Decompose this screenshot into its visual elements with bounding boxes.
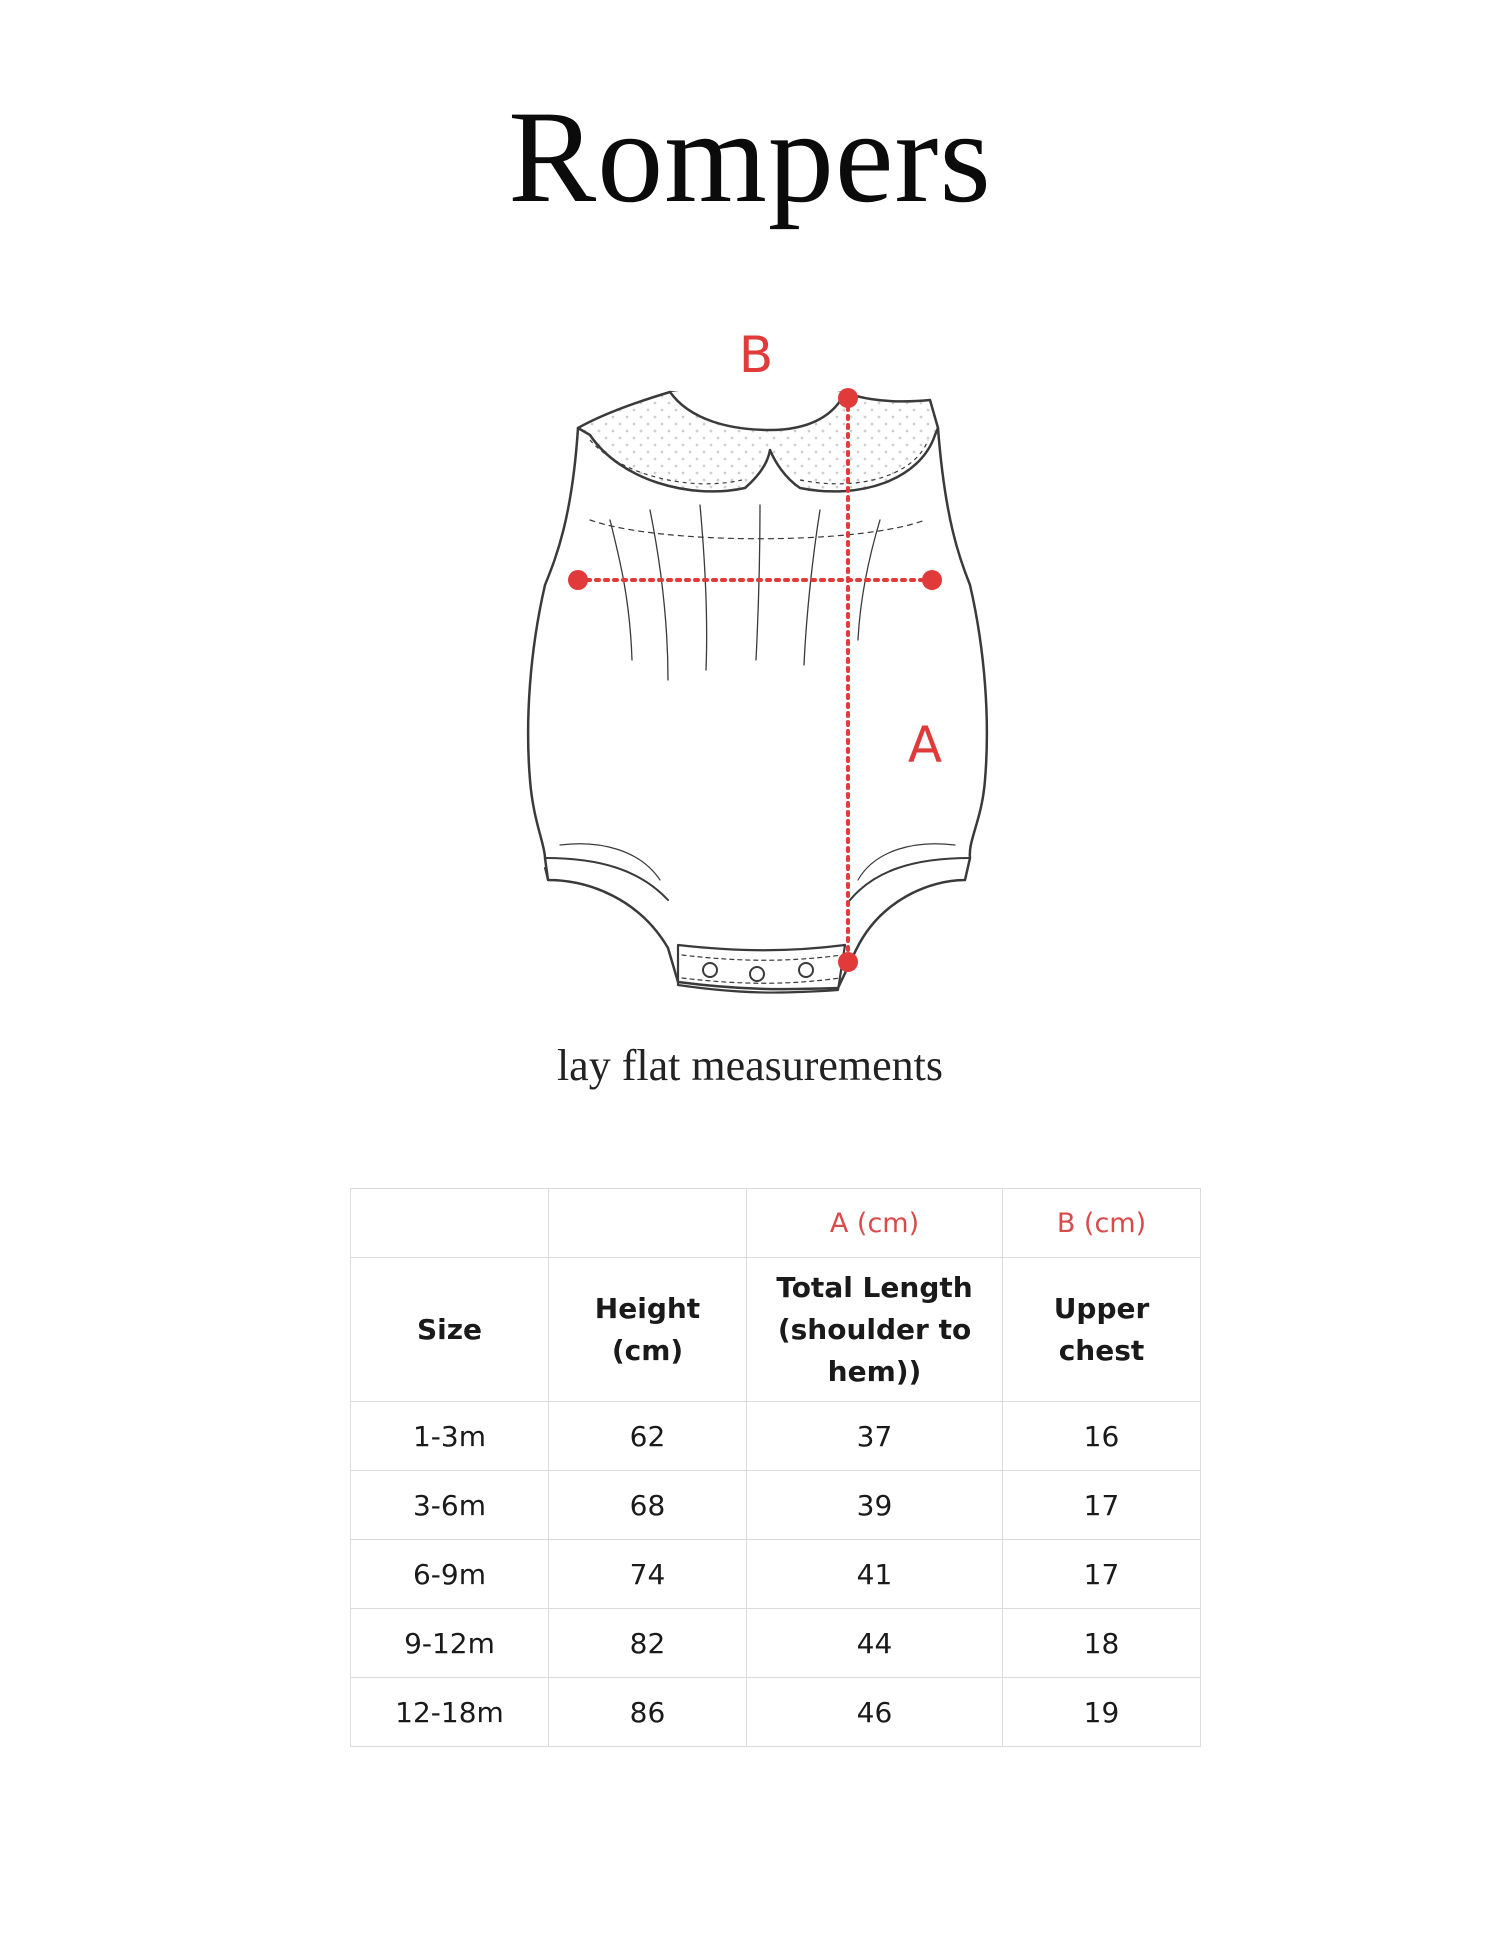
- cell-size: 12-18m: [351, 1678, 549, 1747]
- romper-outline: [528, 428, 987, 993]
- cell-length: 39: [747, 1471, 1003, 1540]
- cell-height: 82: [549, 1609, 747, 1678]
- table-row: [351, 1609, 1201, 1678]
- subtitle: lay flat measurements: [556, 1041, 944, 1090]
- cell-length: 41: [747, 1540, 1003, 1609]
- cell-chest: 16: [1003, 1402, 1201, 1471]
- header-upper-chest: Upper chest: [1003, 1258, 1201, 1402]
- cell-chest: 17: [1003, 1540, 1201, 1609]
- table-row: [351, 1678, 1201, 1747]
- cell-height: 68: [549, 1471, 747, 1540]
- header-size: Size: [351, 1258, 549, 1402]
- cell-size: 6-9m: [351, 1540, 549, 1609]
- label-a: A: [907, 716, 943, 774]
- cell-height: 62: [549, 1402, 747, 1471]
- cell-height: 74: [549, 1540, 747, 1609]
- measurement-b: [568, 570, 942, 590]
- header-cell: [351, 1189, 549, 1258]
- label-b: B: [738, 326, 774, 384]
- snap-buttons: [703, 963, 813, 981]
- collar: [578, 392, 938, 491]
- header-row: [351, 1258, 1201, 1402]
- page-title: Rompers: [508, 83, 992, 230]
- header-row-measure: [351, 1189, 1201, 1258]
- cell-height: 86: [549, 1678, 747, 1747]
- table-row: [351, 1402, 1201, 1471]
- header-total-length: Total Length (shoulder to hem)): [747, 1258, 1003, 1402]
- size-chart-table: [350, 1188, 1201, 1747]
- table-row: [351, 1540, 1201, 1609]
- header-height: Height (cm): [549, 1258, 747, 1402]
- header-cell-a: A (cm): [747, 1189, 1003, 1258]
- cell-chest: 17: [1003, 1471, 1201, 1540]
- cell-size: 9-12m: [351, 1609, 549, 1678]
- cell-length: 46: [747, 1678, 1003, 1747]
- cell-size: 1-3m: [351, 1402, 549, 1471]
- cell-chest: 19: [1003, 1678, 1201, 1747]
- cell-chest: 18: [1003, 1609, 1201, 1678]
- cell-size: 3-6m: [351, 1471, 549, 1540]
- cell-length: 44: [747, 1609, 1003, 1678]
- header-cell-b: B (cm): [1003, 1189, 1201, 1258]
- cell-length: 37: [747, 1402, 1003, 1471]
- header-cell: [549, 1189, 747, 1258]
- table-row: [351, 1471, 1201, 1540]
